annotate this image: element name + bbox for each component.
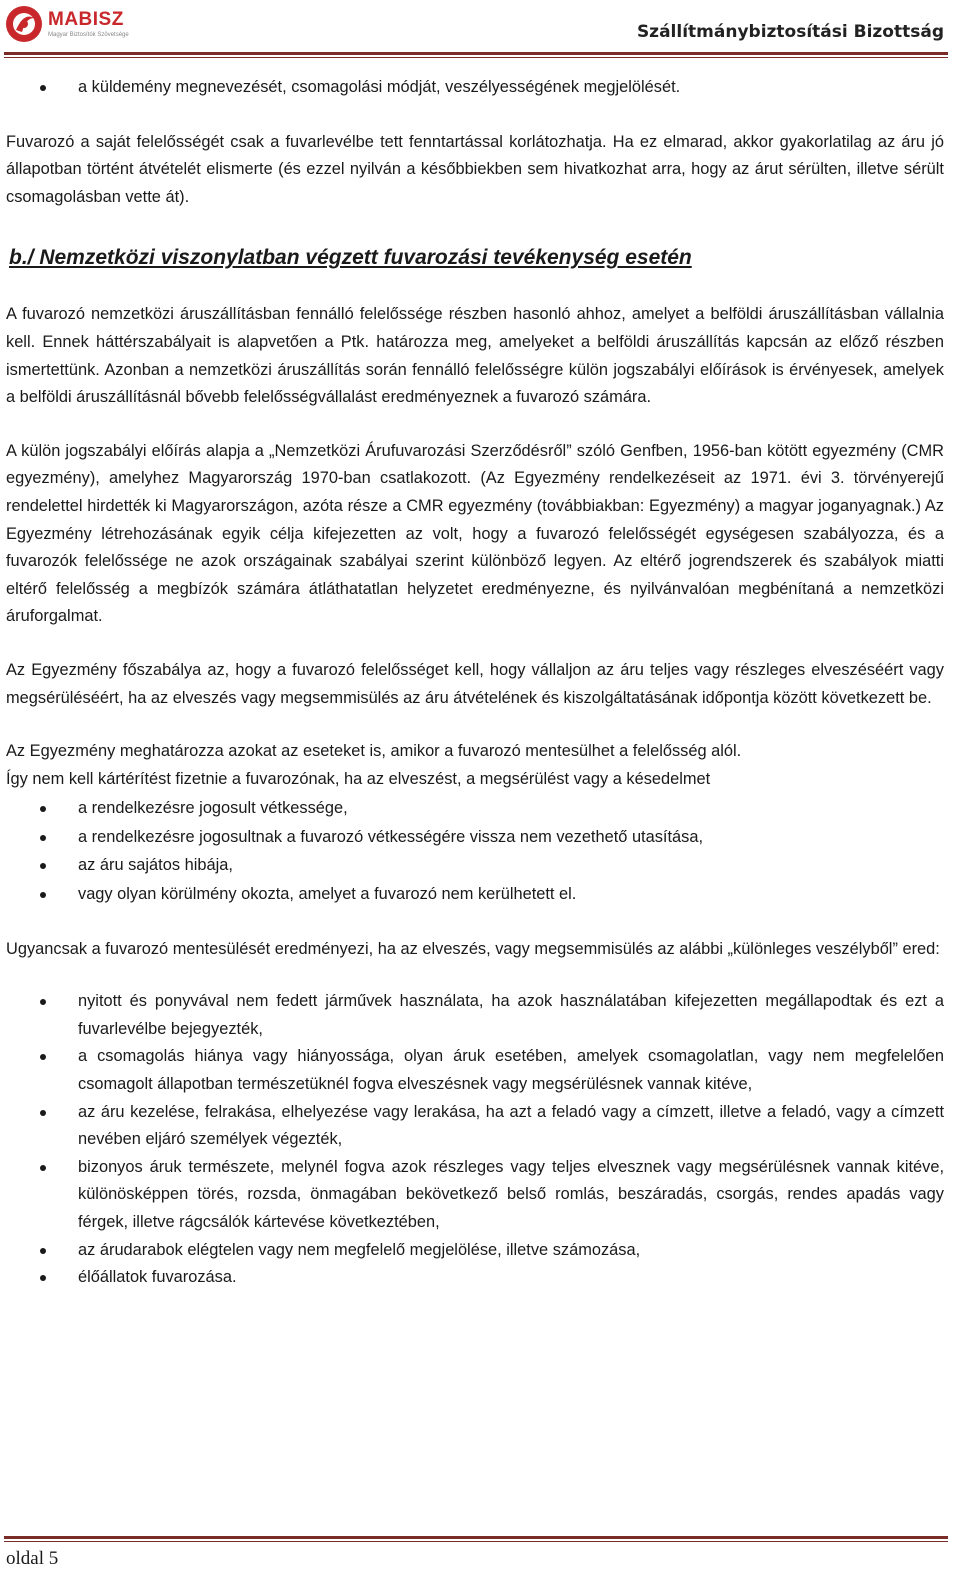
top-bullet-list <box>6 74 944 102</box>
list-item: vagy olyan körülmény okozta, amelyet a fuvarozó nem kerülhetett el. <box>6 881 944 909</box>
footer-divider <box>4 1536 948 1539</box>
bullet-icon <box>40 1165 46 1171</box>
bullet-icon <box>40 892 46 898</box>
logo-subtitle: Magyar Biztosítók Szövetsége <box>48 32 129 38</box>
header-divider <box>4 52 948 55</box>
document-body <box>6 74 944 1292</box>
bullet-icon <box>40 863 46 869</box>
list-item: bizonyos áruk természete, melynél fogva azok részleges vagy teljes elvesznek vagy megsérülésnek vannak kitéve, különösképpen törés, rozsda, önmagában bekövetkező belső romlás, beszáradás, csorgás, rendes apadás vagy férgek, illetve rágcsálók kártevése következtében, <box>6 1154 944 1237</box>
list-item: élőállatok fuvarozása. <box>6 1264 944 1292</box>
list-item: a rendelkezésre jogosult vétkessége, <box>6 795 944 823</box>
list-item: a rendelkezésre jogosultnak a fuvarozó vétkességére vissza nem vezethető utasítása, <box>6 824 944 852</box>
bullet-icon <box>40 85 46 91</box>
bullet-icon <box>40 1275 46 1281</box>
bullet-icon <box>40 1054 46 1060</box>
paragraph-special-risks: Ugyancsak a fuvarozó mentesülését eredményezi, ha az elveszés, vagy megsemmisülés az alábbi „különleges veszélyből” ered: <box>6 939 940 958</box>
paragraph-main-rule: Az Egyezmény főszabálya az, hogy a fuvarozó felelősséget kell, hogy vállaljon az áru teljes vagy részleges elveszéséért vagy megsérüléséért, ha az elveszés vagy megsemmisülés az áru átvételének és kiszolgáltatásának időpontja között következett be. <box>6 660 944 707</box>
header-divider-thin <box>4 57 948 58</box>
page-number: oldal 5 <box>6 1548 59 1569</box>
logo-name: MABISZ <box>48 9 124 30</box>
committee-title: Szállítmánybiztosítási Bizottság <box>636 22 944 42</box>
paragraph-cmr-convention: A külön jogszabályi előírás alapja a „Nemzetközi Árufuvarozási Szerződésről” szóló Genfben, 1956-ban kötött egyezmény (CMR egyezmény), amelyhez Magyarország 1970-ban csatlakozott. (Az Egyezmény rendelkezéseit az 1971. évi 3. törvényerejű rendelettel hirdették ki Magyarországon, azóta része a CMR egyezmény (továbbiakban: Egyezmény) a magyar joganyagnak.) Az Egyezmény létrehozásának egyik célja kifejezetten az volt, hogy a fuvarozó felelősségét egységesen szabályozza, és a fuvarozók felelőssége ne azok országainak szabályai szerint különböző legyen. Az eltérő jogrendszerek és szabályok miatti eltérő felelősség a megbízók számára átláthatatlan helyzetet eredményezne, és nyilvánvalóan megbénítaná a nemzetközi áruforgalmat. <box>6 441 944 626</box>
list-item: az árudarabok elégtelen vagy nem megfelelő megjelölése, illetve számozása, <box>6 1237 944 1265</box>
list-item: a csomagolás hiánya vagy hiányossága, olyan áruk esetében, amelyek csomagolatlan, vagy nem megfelelően csomagolt állapotban természetüknél fogva elveszésnek vagy megsérülésnek vannak kitéve, <box>6 1043 944 1098</box>
list-item: a küldemény megnevezését, csomagolási módját, veszélyességének megjelölését. <box>6 74 944 102</box>
mabisz-logo-icon <box>4 4 44 44</box>
exemption-list <box>6 795 944 908</box>
paragraph-exemptions-line2: Így nem kell kártérítést fizetnie a fuvarozónak, ha az elveszést, a megsérülést vagy a késedelmet <box>6 769 711 788</box>
page-header <box>0 0 960 56</box>
bullet-icon <box>40 1248 46 1254</box>
section-heading: b./ Nemzetközi viszonylatban végzett fuvarozási tevékenység esetén <box>9 246 692 270</box>
mabisz-logo <box>4 4 129 44</box>
list-item: az áru kezelése, felrakása, elhelyezése vagy lerakása, ha azt a feladó vagy a címzett, illetve a feladó, vagy a címzett nevében eljáró személyek végezték, <box>6 1099 944 1154</box>
paragraph-exemptions-line1: Az Egyezmény meghatározza azokat az eseteket is, amikor a fuvarozó mentesülhet a felelősség alól. <box>6 742 742 761</box>
bullet-icon <box>40 835 46 841</box>
paragraph-carrier-reservation: Fuvarozó a saját felelősségét csak a fuvarlevélbe tett fenntartással korlátozhatja. Ha ez elmarad, akkor gyakorlatilag az áru jó állapotban történt átvételét elismerte (és ezzel nyilván a későbbiekben sem hivatkozhat arra, hogy az árut sérülten, illetve sérült csomagolásban vette át). <box>6 132 944 206</box>
special-risks-list <box>6 988 944 1292</box>
list-item: nyitott és ponyvával nem fedett járművek használata, ha azok használatában kifejezetten megállapodtak és ezt a fuvarlevélbe bejegyezték, <box>6 988 944 1043</box>
footer-divider-thin <box>4 1541 948 1542</box>
paragraph-international-liability: A fuvarozó nemzetközi áruszállításban fennálló felelőssége részben hasonló ahhoz, amelyet a belföldi áruszállításban vállalnia kell. Ennek háttérszabályait is alapvetően a Ptk. határozza meg, amelyeket a belföldi áruszállítás kapcsán az előző részben ismertettünk. Azonban a nemzetközi áruszállítás során fennálló felelősségre külön jogszabályi előírások is érvényesek, amelyek a belföldi áruszállításnál bővebb felelősségvállalást eredményeznek a fuvarozó számára. <box>6 305 944 407</box>
bullet-icon <box>40 806 46 812</box>
list-item: az áru sajátos hibája, <box>6 852 944 880</box>
bullet-icon <box>40 1110 46 1116</box>
bullet-icon <box>40 999 46 1005</box>
